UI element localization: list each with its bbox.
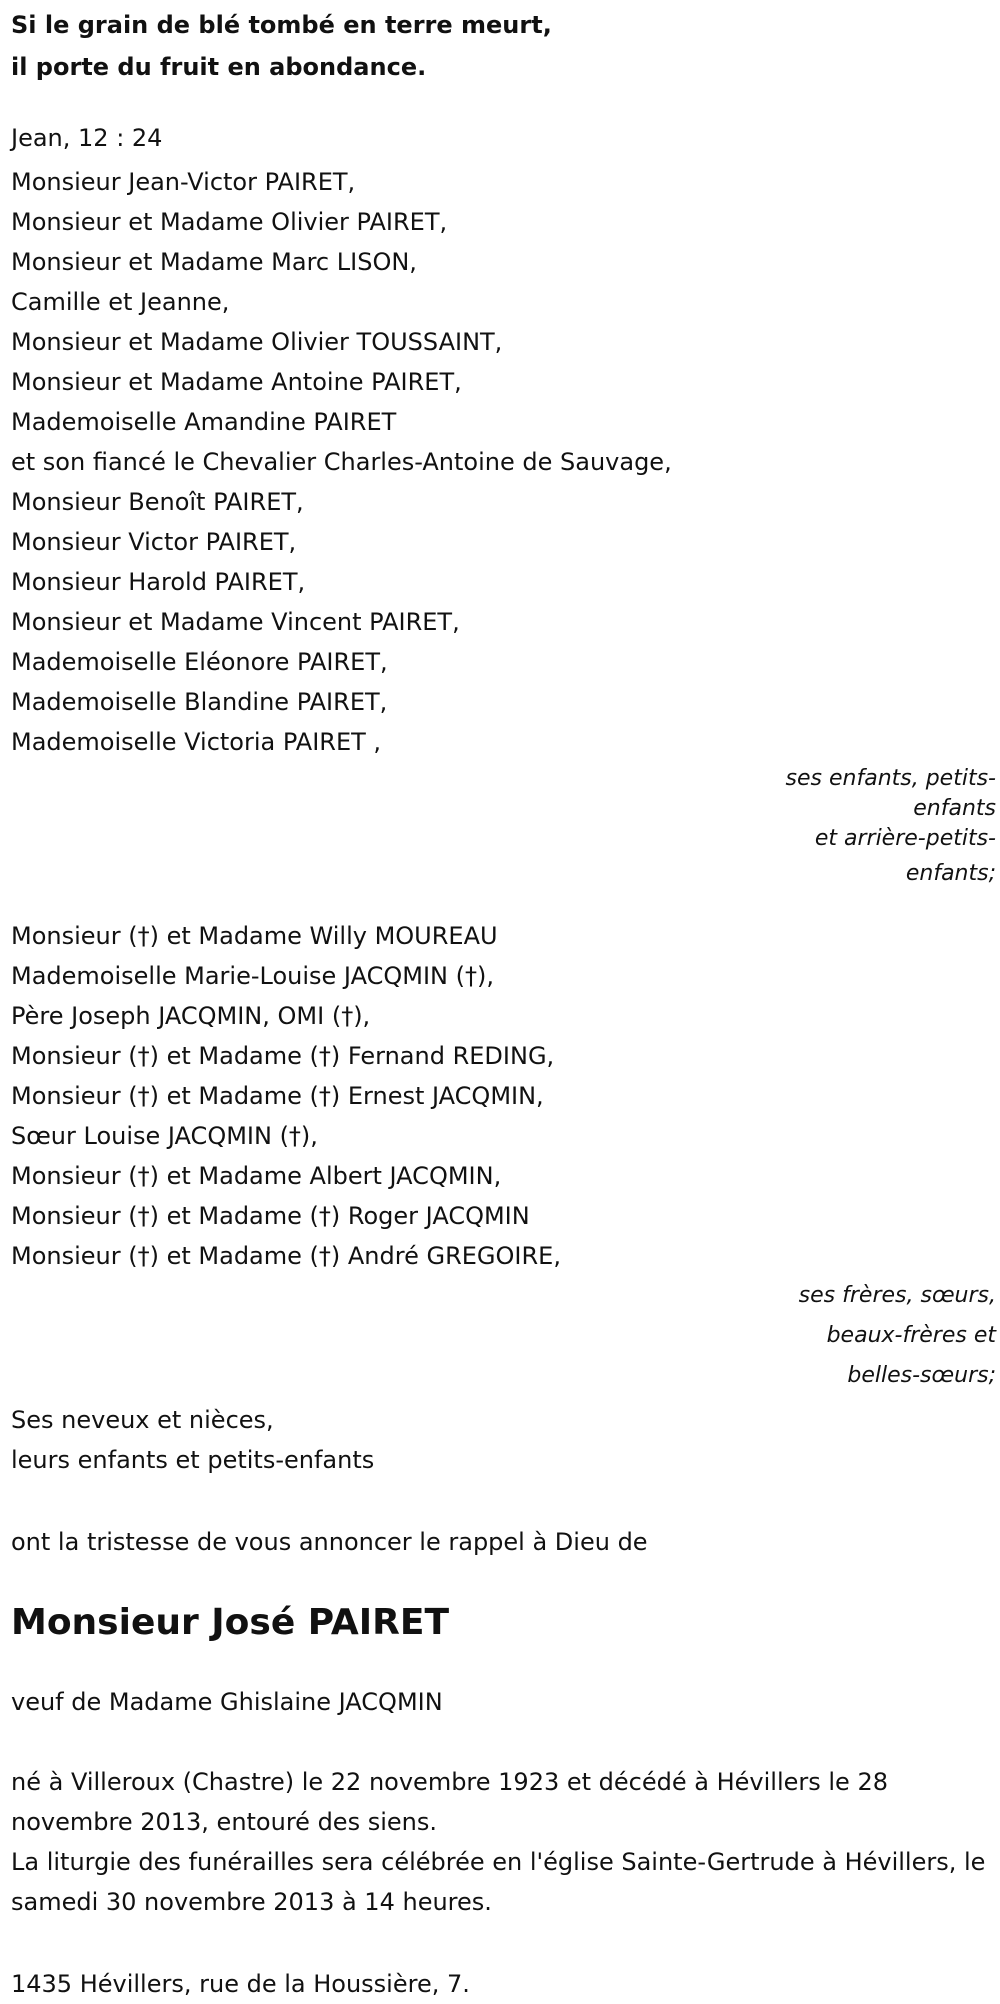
list-item: Monsieur Victor PAIRET, — [11, 528, 297, 556]
verse-line-2: il porte du fruit en abondance. — [11, 53, 427, 81]
nephews-block — [11, 1400, 996, 1480]
nephews-line-1: Ses neveux et nièces, — [11, 1406, 274, 1434]
list-item: Camille et Jeanne, — [11, 288, 230, 316]
list-item: Monsieur et Madame Olivier TOUSSAINT, — [11, 328, 503, 356]
relation-line: enfants; — [905, 861, 996, 886]
list-item: Monsieur (†) et Madame (†) Ernest JACQMIN, — [11, 1082, 544, 1110]
list-item: Mademoiselle Amandine PAIRET — [11, 408, 397, 436]
list-item: Monsieur Benoît PAIRET, — [11, 488, 304, 516]
list-item: Mademoiselle Blandine PAIRET, — [11, 688, 388, 716]
list-item: Monsieur et Madame Vincent PAIRET, — [11, 608, 460, 636]
list-item: Mademoiselle Marie-Louise JACQMIN (†), — [11, 962, 494, 990]
children-list — [11, 162, 996, 762]
relation-line: ses frères, sœurs, — [798, 1283, 996, 1308]
list-item: Monsieur (†) et Madame (†) Fernand REDING, — [11, 1042, 555, 1070]
list-item: Monsieur (†) et Madame (†) André GREGOIRE, — [11, 1242, 561, 1270]
list-item: et son fiancé le Chevalier Charles-Antoine de Sauvage, — [11, 448, 672, 476]
list-item: Monsieur (†) et Madame (†) Roger JACQMIN — [11, 1202, 530, 1230]
list-item: Monsieur (†) et Madame Willy MOUREAU — [11, 922, 498, 950]
verse-line-1: Si le grain de blé tombé en terre meurt, — [11, 11, 552, 39]
list-item: Monsieur (†) et Madame Albert JACQMIN, — [11, 1162, 502, 1190]
relation-line: ses enfants, petits- — [785, 766, 996, 791]
list-item: Monsieur et Madame Olivier PAIRET, — [11, 208, 448, 236]
announcement-text: ont la tristesse de vous annoncer le rappel à Dieu de — [11, 1528, 648, 1556]
verse-reference: Jean, 12 : 24 — [11, 124, 163, 152]
siblings-relation — [11, 1276, 996, 1396]
list-item: Monsieur et Madame Marc LISON, — [11, 248, 417, 276]
list-item: Sœur Louise JACQMIN (†), — [11, 1122, 318, 1150]
children-relation — [11, 764, 996, 894]
relation-line: belles-sœurs; — [847, 1363, 996, 1388]
nephews-line-2: leurs enfants et petits-enfants — [11, 1446, 375, 1474]
funeral-text: La liturgie des funérailles sera célébrée en l'église Sainte-Gertrude à Hévillers, le samedi 30 novembre 2013 à 14 heures. — [11, 1848, 986, 1916]
list-item: Mademoiselle Victoria PAIRET , — [11, 728, 382, 756]
list-item: Monsieur Jean-Victor PAIRET, — [11, 168, 356, 196]
relation-line: enfants — [913, 796, 996, 821]
bible-verse — [11, 4, 996, 88]
widower-text: veuf de Madame Ghislaine JACQMIN — [11, 1688, 443, 1716]
obituary-notice — [11, 0, 996, 2004]
deceased-name: Monsieur José PAIRET — [11, 1602, 449, 1643]
list-item: Père Joseph JACQMIN, OMI (†), — [11, 1002, 371, 1030]
birth-death-text: né à Villeroux (Chastre) le 22 novembre 1923 et décédé à Hévillers le 28 novembre 2013, entouré des siens. — [11, 1768, 888, 1836]
relation-line: beaux-frères et — [826, 1323, 996, 1348]
list-item: Mademoiselle Eléonore PAIRET, — [11, 648, 388, 676]
address-text: 1435 Hévillers, rue de la Houssière, 7. — [11, 1970, 470, 1998]
relation-line: et arrière-petits- — [814, 826, 996, 851]
siblings-list — [11, 916, 996, 1276]
list-item: Monsieur et Madame Antoine PAIRET, — [11, 368, 462, 396]
list-item: Monsieur Harold PAIRET, — [11, 568, 306, 596]
